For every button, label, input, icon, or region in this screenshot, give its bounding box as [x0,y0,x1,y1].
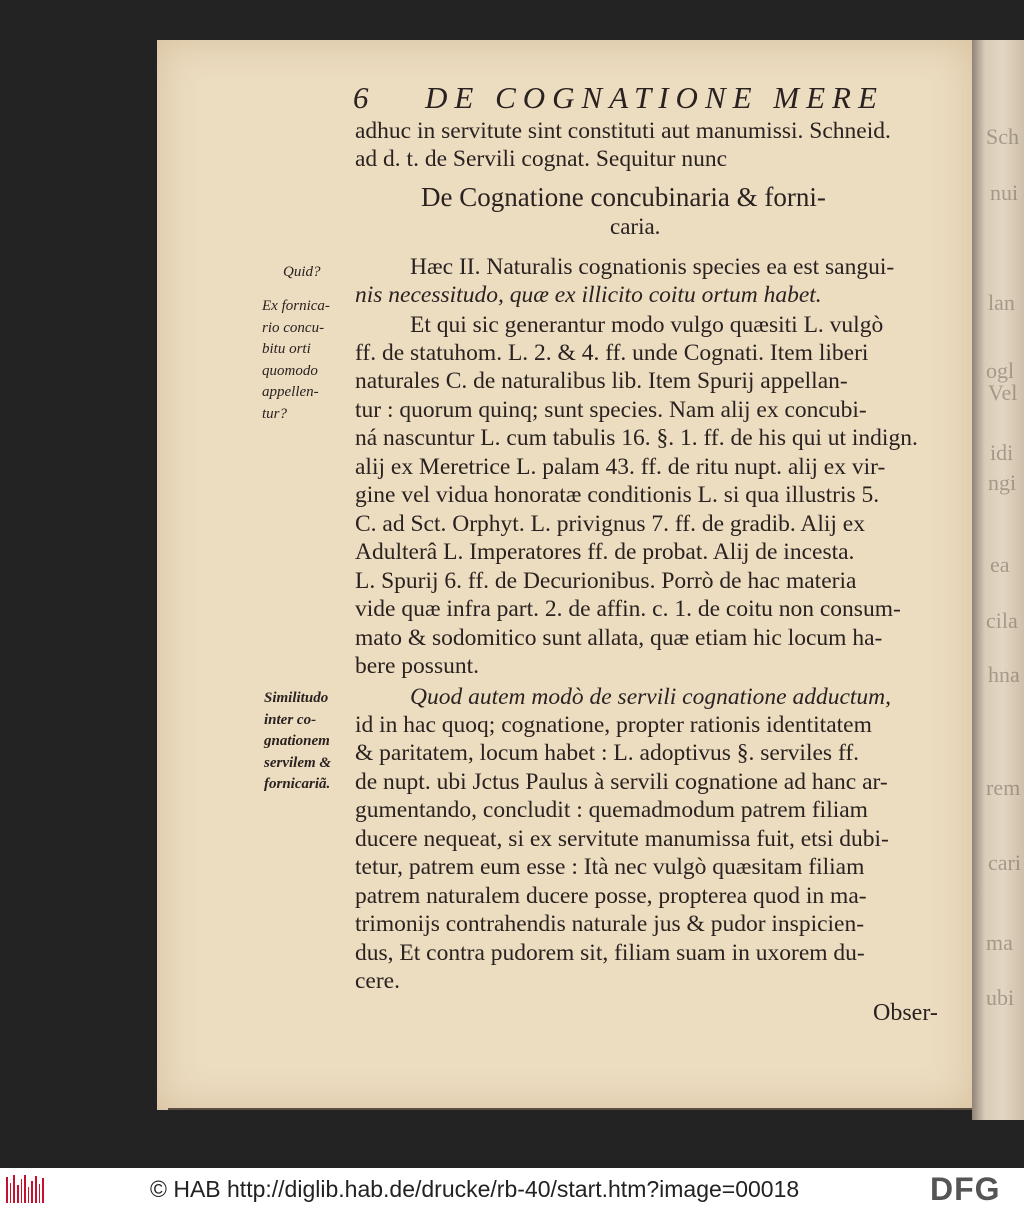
edge-fragment: lan [988,290,1015,315]
edge-fragment: idi [990,440,1014,465]
text-line: Quod autem modò de servili cognatione adductum, [410,684,892,710]
page-bottom-edge [168,1108,972,1110]
text-line: ducere nequeat, si ex servitute manumissa fuit, etsi dubi- [355,826,889,852]
facing-page-edge [972,40,1024,1120]
text-line: nis necessitudo, quæ ex illicito coitu ortum habet. [355,282,822,308]
edge-fragment: ea [990,552,1010,577]
text-line: patrem naturalem ducere posse, propterea quod in ma- [355,883,867,909]
section-heading: De Cognatione concubinaria & forni- [421,182,826,212]
copyright-link[interactable]: © HAB http://diglib.hab.de/drucke/rb-40/start.htm?image=00018 [150,1176,800,1202]
text-line: vide quæ infra part. 2. de affin. c. 1. de coitu non consum- [355,596,901,622]
edge-fragment: ma [986,930,1013,955]
edge-fragment: Vel [988,380,1018,405]
edge-fragment: hna [988,662,1020,687]
text-line: Et qui sic generantur modo vulgo quæsiti L. vulgò [410,312,884,338]
edge-fragment: Sch [986,124,1019,149]
margin-note-appellentur: Ex fornica- rio concu- bitu orti quomodo appellen- tur? [262,298,330,422]
text-line: naturales C. de naturalibus lib. Item Spurij appellan- [355,368,848,394]
text-line: cere. [355,968,400,994]
text-line: tetur, patrem eum esse : Ità nec vulgò quæsitam filiam [355,854,865,880]
text-line: mato & sodomitico sunt allata, quæ etiam hic locum ha- [355,625,883,651]
text-line: trimonijs contrahendis naturale jus & pudor inspicien- [355,911,865,937]
text-line: bere possunt. [355,653,480,679]
text-line: dus, Et contra pudorem sit, filiam suam in uxorem du- [355,940,865,966]
text-line: de nupt. ubi Jctus Paulus à servili cognatione ad hanc ar- [355,769,888,795]
text-line: Adulterâ L. Imperatores ff. de probat. Alij de incesta. [355,539,855,565]
edge-fragment: cila [986,608,1018,633]
edge-fragment: ogl [986,358,1015,383]
text-line: tur : quorum quinq; sunt species. Nam alij ex concubi- [355,397,867,423]
edge-fragment: cari [988,850,1021,875]
text-line: alij ex Meretrice L. palam 43. ff. de ritu nupt. alij ex vir- [355,454,886,480]
footer-bar [0,1168,1024,1209]
text-line: & paritatem, locum habet : L. adoptivus §. serviles ff. [355,740,860,766]
text-line: ad d. t. de Servili cognat. Sequitur nunc [355,146,728,172]
text-line: ná nascuntur L. cum tabulis 16. §. 1. ff. de his qui ut indign. [355,425,918,451]
dfg-logo: DFG [930,1171,1001,1207]
margin-note-quid: Quid? [283,264,321,280]
text-line: ff. de statuhom. L. 2. & 4. ff. unde Cognati. Item liberi [355,340,869,366]
text-line: id in hac quoq; cognatione, propter rationis identitatem [355,712,872,738]
text-line: Hæc II. Naturalis cognationis species ea est sangui- [410,254,895,280]
edge-fragment: ngi [988,470,1017,495]
text-line: C. ad Sct. Orphyt. L. privignus 7. ff. de gradib. Alij ex [355,511,865,537]
barcode-icon [6,1175,44,1203]
page-number: 6 [353,80,376,115]
text-line: adhuc in servitute sint constituti aut manumissi. Schneid. [355,118,891,144]
text-line: gumentando, concludit : quemadmodum patrem filiam [355,797,868,823]
text-line: L. Spurij 6. ff. de Decurionibus. Porrò de hac materia [355,568,857,594]
running-head: DE COGNATIONE MERE [425,80,884,115]
edge-fragment: nui [990,180,1019,205]
edge-fragment: ubi [986,985,1015,1010]
edge-fragment: rem [986,775,1021,800]
catchword: Obser- [873,1000,938,1026]
text-line: gine vel vidua honoratæ conditionis L. si qua illustris 5. [355,482,880,508]
margin-note-similitudo: Similitudo inter co- gnationem servilem & fornicariã. [264,690,332,792]
section-heading: caria. [610,214,661,239]
